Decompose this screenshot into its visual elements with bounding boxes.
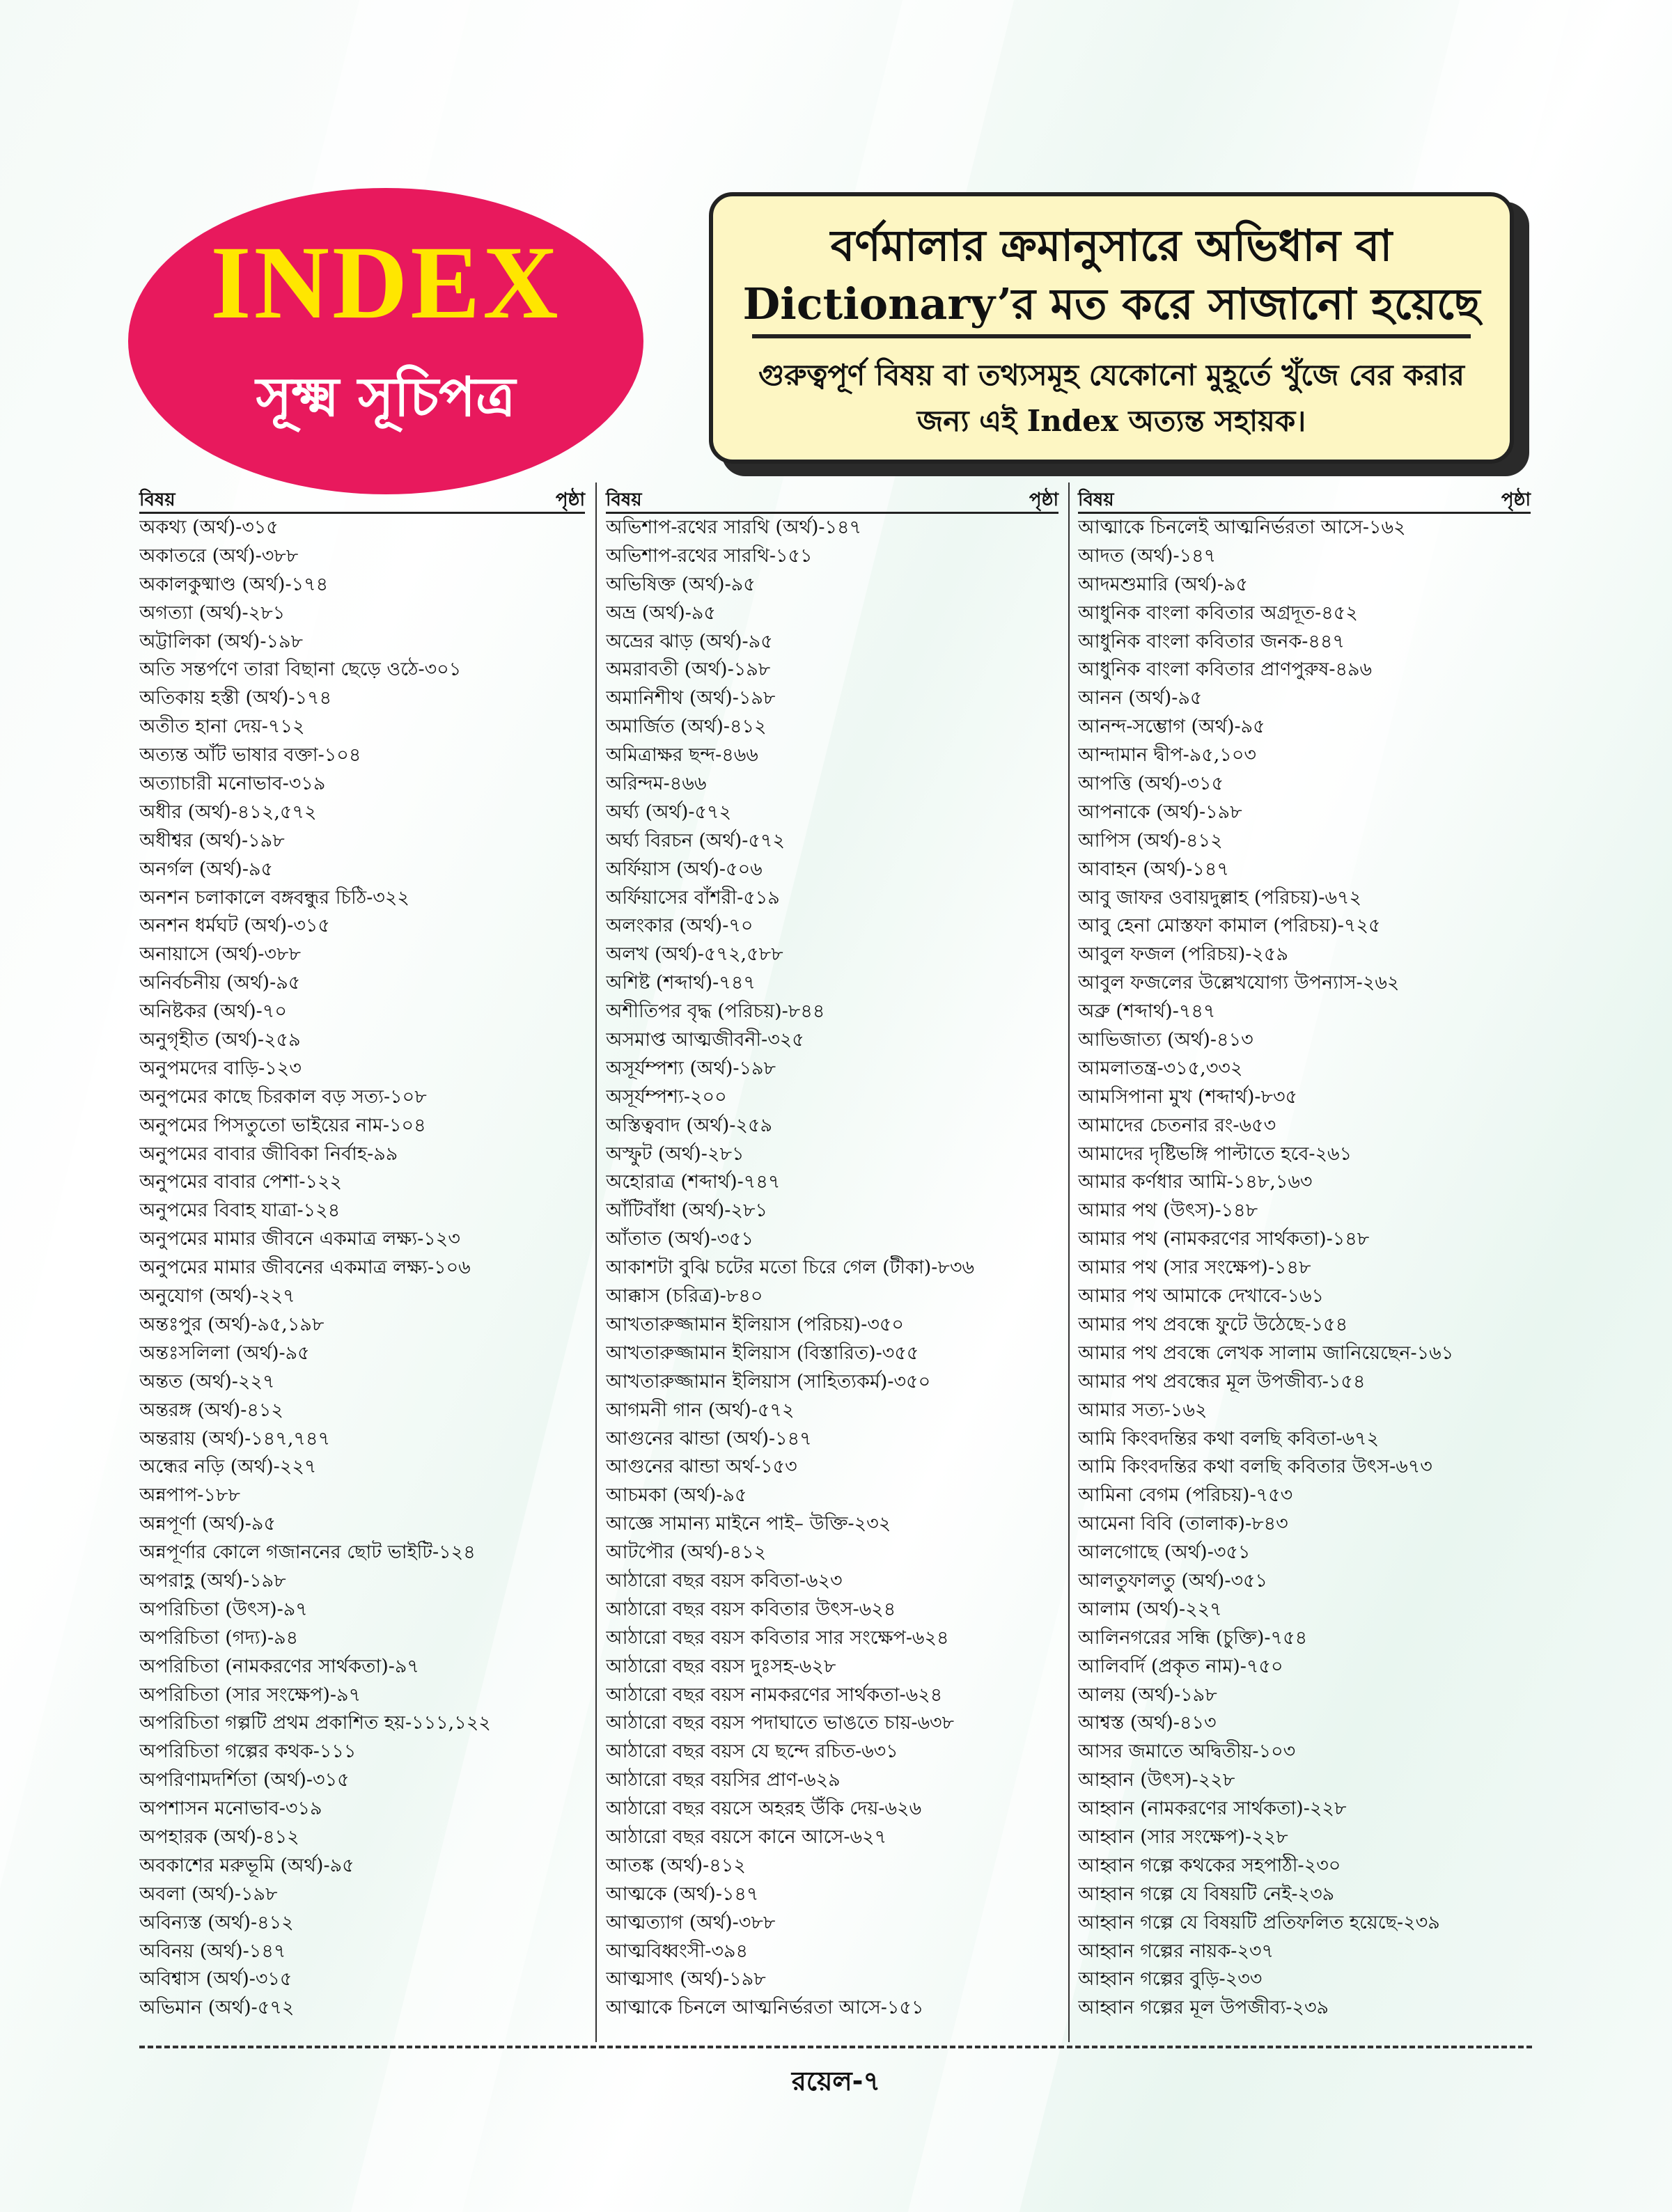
index-entry: অসমাপ্ত আত্মজীবনী-৩২৫ <box>606 1029 804 1051</box>
index-entry: আত্মত্যাগ (অর্থ)-৩৮৮ <box>606 1911 776 1933</box>
index-entry: আদমশুমারি (অর্থ)-৯৫ <box>1078 573 1248 595</box>
index-entry: আমার পথ প্রবন্ধে লেখক সালাম জানিয়েছেন-১৬১ <box>1078 1342 1454 1364</box>
index-entry-list <box>606 514 1058 2023</box>
index-entry: আহ্বান গল্পের নায়ক-২৩৭ <box>1078 1940 1274 1962</box>
page-header: পৃষ্ঠা <box>555 489 585 510</box>
index-entry: আক্কাস (চরিত্র)-৮৪০ <box>606 1285 763 1308</box>
index-entry: অধীশ্বর (অর্থ)-১৯৮ <box>139 829 285 852</box>
index-entry: অত্যাচারী মনোভাব-৩১৯ <box>139 773 326 795</box>
index-entry: অনায়াসে (অর্থ)-৩৮৮ <box>139 943 301 966</box>
info-text-line-2: জন্য এই Index অত্যন্ত সহায়ক। <box>916 404 1306 438</box>
index-entry: আন্দামান দ্বীপ-৯৫,১০৩ <box>1078 744 1256 767</box>
page-header: পৃষ্ঠা <box>1029 489 1058 510</box>
index-entry: আত্মকে (অর্থ)-১৪৭ <box>606 1883 759 1905</box>
index-entry: অতি সন্তর্পণে তারা বিছানা ছেড়ে ওঠে-৩০১ <box>139 659 462 681</box>
index-entry: আলগোছে (অর্থ)-৩৫১ <box>1078 1542 1251 1564</box>
index-entry: আনন (অর্থ)-৯৫ <box>1078 687 1203 709</box>
index-entry: অশিষ্ট (শব্দার্থ)-৭৪৭ <box>606 972 756 994</box>
index-entry: অন্তঃসলিলা (অর্থ)-৯৫ <box>139 1342 310 1364</box>
index-entry: অন্তরায় (অর্থ)-১৪৭,৭৪৭ <box>139 1427 331 1450</box>
index-entry: অমরাবতী (অর্থ)-১৯৮ <box>606 659 771 681</box>
index-entry: আমলাতন্ত্র-৩১৫,৩৩২ <box>1078 1057 1243 1079</box>
index-entry: অপরিণামদর্শিতা (অর্থ)-৩১৫ <box>139 1769 350 1791</box>
index-entry: অনুপমের পিসতুতো ভাইয়ের নাম-১০৪ <box>139 1114 426 1136</box>
index-entry: অন্নপূর্ণা (অর্থ)-৯৫ <box>139 1513 276 1535</box>
index-entry: অনুপমের মামার জীবনে একমাত্র লক্ষ্য-১২৩ <box>139 1228 460 1250</box>
column-header <box>1078 483 1531 514</box>
index-entry: আঠারো বছর বয়সে অহরহ উঁকি দেয়-৬২৬ <box>606 1798 922 1820</box>
info-heading-line-1: বর্ণমালার ক্রমানুসারে অভিধান বা <box>830 220 1393 271</box>
index-entry: অনুপমের কাছে চিরকাল বড় সত্য-১০৮ <box>139 1085 427 1108</box>
index-entry: অন্নপাপ-১৮৮ <box>139 1484 240 1507</box>
index-entry: অতীত হানা দেয়-৭১২ <box>139 716 305 738</box>
index-entry: অনুপমের বাবার পেশা-১২২ <box>139 1171 343 1193</box>
index-subtitle: সূক্ষ্ম সূচিপত্র <box>256 366 516 429</box>
index-entry: আসর জমাতে অদ্বিতীয়-১০৩ <box>1078 1741 1296 1763</box>
index-entry: অসূর্যম্পশ্য (অর্থ)-১৯৮ <box>606 1057 776 1079</box>
index-entry: অলংকার (অর্থ)-৭০ <box>606 915 753 937</box>
index-entry: অন্নপূর্ণার কোলে গজাননের ছোট ভাইটি-১২৪ <box>139 1542 476 1564</box>
index-entry: আধুনিক বাংলা কবিতার জনক-৪৪৭ <box>1078 630 1345 652</box>
index-entry: আঠারো বছর বয়স নামকরণের সার্থকতা-৬২৪ <box>606 1684 943 1706</box>
index-entry: আহ্বান (নামকরণের সার্থকতা)-২২৮ <box>1078 1798 1347 1820</box>
column-header <box>139 483 585 514</box>
index-entry: আঠারো বছর বয়স পদাঘাতে ভাঙতে চায়-৬৩৮ <box>606 1712 955 1734</box>
index-entry: আহ্বান গল্পে যে বিষয়টি নেই-২৩৯ <box>1078 1883 1335 1905</box>
index-entry: আত্মাকে চিনলেই আত্মনির্ভরতা আসে-১৬২ <box>1078 517 1406 538</box>
index-entry: অন্ধের নড়ি (অর্থ)-২২৭ <box>139 1456 317 1478</box>
index-entry: অনশন ধর্মঘট (অর্থ)-৩১৫ <box>139 915 330 937</box>
index-entry: আগমনী গান (অর্থ)-৫৭২ <box>606 1399 795 1421</box>
index-entry: অভিশাপ-রথের সারথি (অর্থ)-১৪৭ <box>606 517 862 538</box>
index-entry: আত্মসাৎ (অর্থ)-১৯৮ <box>606 1968 766 1991</box>
index-entry: আলতুফালতু (অর্থ)-৩৫১ <box>1078 1569 1268 1592</box>
index-entry: অহোরাত্র (শব্দার্থ)-৭৪৭ <box>606 1171 781 1193</box>
index-entry: আমিনা বেগম (পরিচয়)-৭৫৩ <box>1078 1484 1293 1507</box>
subject-header: বিষয় <box>139 489 175 510</box>
index-entry: অবিন্যস্ত (অর্থ)-৪১২ <box>139 1911 294 1933</box>
index-entry: আমার পথ (সার সংক্ষেপ)-১৪৮ <box>1078 1257 1311 1279</box>
index-entry: আলয় (অর্থ)-১৯৮ <box>1078 1684 1217 1706</box>
index-column-1 <box>139 483 585 2023</box>
index-title: INDEX <box>210 225 561 340</box>
index-entry: অশীতিপর বৃদ্ধ (পরিচয়)-৮৪৪ <box>606 1001 825 1023</box>
subject-header: বিষয় <box>1078 489 1114 510</box>
index-entry: অপরিচিতা (নামকরণের সার্থকতা)-৯৭ <box>139 1655 419 1677</box>
index-entry: অগত্যা (অর্থ)-২৮১ <box>139 602 286 624</box>
index-entry: আবাহন (অর্থ)-১৪৭ <box>1078 858 1229 880</box>
index-entry: আখতারুজ্জামান ইলিয়াস (বিস্তারিত)-৩৫৫ <box>606 1342 919 1364</box>
index-entry: অনির্বচনীয় (অর্থ)-৯৫ <box>139 972 301 994</box>
index-entry: অকাতরে (অর্থ)-৩৮৮ <box>139 544 299 567</box>
index-entry: অপরিচিতা গল্পটি প্রথম প্রকাশিত হয়-১১১,১২২ <box>139 1712 491 1734</box>
info-text-line-1: গুরুত্বপূর্ণ বিষয় বা তথ্যসমূহ যেকোনো মুহূর্তে খুঁজে বের করার <box>758 358 1464 392</box>
index-entry: আমাদের দৃষ্টিভঙ্গি পাল্টাতে হবে-২৬১ <box>1078 1143 1352 1165</box>
index-entry: আমার সত্য-১৬২ <box>1078 1399 1208 1421</box>
index-entry: আত্মবিধ্বংসী-৩৯৪ <box>606 1940 749 1962</box>
index-entry: আঠারো বছর বয়স যে ছন্দে রচিত-৬৩১ <box>606 1741 898 1763</box>
index-entry: আমসিপানা মুখ (শব্দার্থ)-৮৩৫ <box>1078 1085 1298 1108</box>
index-entry: আকাশটা বুঝি চটের মতো চিরে গেল (টীকা)-৮৩৬ <box>606 1257 975 1279</box>
index-entry: অপশাসন মনোভাব-৩১৯ <box>139 1798 322 1820</box>
index-entry: অস্ফুট (অর্থ)-২৮১ <box>606 1143 744 1165</box>
column-divider <box>595 483 597 2042</box>
index-entry: অর্ফিয়াসের বাঁশরী-৫১৯ <box>606 886 780 909</box>
column-divider <box>1068 483 1070 2042</box>
index-entry: অনিষ্টকর (অর্থ)-৭০ <box>139 1001 287 1023</box>
index-entry: আঁটিবাঁধা (অর্থ)-২৮১ <box>606 1200 767 1222</box>
index-entry: অনুগৃহীত (অর্থ)-২৫৯ <box>139 1029 301 1051</box>
subject-header: বিষয় <box>606 489 642 510</box>
index-entry: অপরিচিতা (উৎস)-৯৭ <box>139 1598 308 1620</box>
page-footer: রয়েল-৭ <box>791 2066 881 2096</box>
index-entry: অন্তরঙ্গ (অর্থ)-৪১২ <box>139 1399 283 1421</box>
index-entry: অমানিশীথ (অর্থ)-১৯৮ <box>606 687 776 709</box>
index-entry: অনর্গল (অর্থ)-৯৫ <box>139 858 273 880</box>
index-entry: আমার কর্ণধার আমি-১৪৮,১৬৩ <box>1078 1171 1313 1193</box>
index-entry: আবুল ফজলের উল্লেখযোগ্য উপন্যাস-২৬২ <box>1078 972 1400 994</box>
index-entry: অর্ঘ্য বিরচন (অর্থ)-৫৭২ <box>606 829 786 852</box>
index-entry: আমার পথ (উৎস)-১৪৮ <box>1078 1200 1258 1222</box>
index-entry: অভ্রের ঝাড় (অর্থ)-৯৫ <box>606 630 773 652</box>
index-entry: অকথ্য (অর্থ)-৩১৫ <box>139 517 279 538</box>
index-entry: আধুনিক বাংলা কবিতার প্রাণপুরুষ-৪৯৬ <box>1078 659 1373 681</box>
index-entry: আশ্বস্ত (অর্থ)-৪১৩ <box>1078 1712 1217 1734</box>
info-heading-line-2: Dictionary’র মত করে সাজানো হয়েছে <box>742 279 1480 329</box>
index-entry: আমেনা বিবি (তালাক)-৮৪৩ <box>1078 1513 1288 1535</box>
index-entry: অলখ (অর্থ)-৫৭২,৫৮৮ <box>606 943 783 966</box>
index-entry: আহ্বান গল্পে কথকের সহপাঠী-২৩০ <box>1078 1854 1341 1876</box>
index-entry: অর্ঘ্য (অর্থ)-৫৭২ <box>606 801 732 823</box>
index-entry: আলিবর্দি (প্রকৃত নাম)-৭৫০ <box>1078 1655 1283 1677</box>
index-entry: অব্রু (শব্দার্থ)-৭৪৭ <box>1078 1001 1216 1023</box>
index-entry: আঠারো বছর বয়স কবিতার উৎস-৬২৪ <box>606 1598 896 1620</box>
index-entry: অমার্জিত (অর্থ)-৪১২ <box>606 716 767 738</box>
column-header <box>606 483 1058 514</box>
index-entry: আগুনের ঝান্ডা (অর্থ)-১৪৭ <box>606 1427 812 1450</box>
index-entry-list <box>1078 514 1531 2023</box>
index-entry: আমি কিংবদন্তির কথা বলছি কবিতা-৬৭২ <box>1078 1427 1380 1450</box>
index-entry: অনুপমের বাবার জীবিকা নির্বাহ-৯৯ <box>139 1143 398 1165</box>
index-entry: অনুপমের মামার জীবনের একমাত্র লক্ষ্য-১০৬ <box>139 1257 471 1279</box>
index-entry: অবিনয় (অর্থ)-১৪৭ <box>139 1940 286 1962</box>
index-column-3 <box>1078 483 1531 2023</box>
index-entry: আহ্বান (উৎস)-২২৮ <box>1078 1769 1235 1791</box>
bottom-divider <box>139 2046 1532 2048</box>
info-divider <box>752 334 1471 338</box>
index-entry: আবুল ফজল (পরিচয়)-২৫৯ <box>1078 943 1288 966</box>
index-entry: অস্তিত্ববাদ (অর্থ)-২৫৯ <box>606 1114 773 1136</box>
index-entry: অপরাহ্ণ (অর্থ)-১৯৮ <box>139 1569 286 1592</box>
index-entry: আলাম (অর্থ)-২২৭ <box>1078 1598 1222 1620</box>
index-entry: আমার পথ আমাকে দেখাবে-১৬১ <box>1078 1285 1325 1308</box>
index-entry: অধীর (অর্থ)-৪১২,৫৭২ <box>139 801 317 823</box>
index-entry: আবু জাফর ওবায়দুল্লাহ (পরিচয়)-৬৭২ <box>1078 886 1362 909</box>
index-entry: আত্মাকে চিনলে আত্মনির্ভরতা আসে-১৫১ <box>606 1997 924 2019</box>
index-entry: আটপৌর (অর্থ)-৪১২ <box>606 1542 767 1564</box>
index-entry: আবু হেনা মোস্তফা কামাল (পরিচয়)-৭২৫ <box>1078 915 1381 937</box>
index-entry: অনুপমের বিবাহ যাত্রা-১২৪ <box>139 1200 341 1222</box>
index-entry: আহ্বান গল্পে যে বিষয়টি প্রতিফলিত হয়েছে-২৩৯ <box>1078 1911 1440 1933</box>
index-entry: আভিজাত্য (অর্থ)-৪১৩ <box>1078 1029 1253 1051</box>
index-entry: অরিন্দম-৪৬৬ <box>606 773 707 795</box>
index-entry: আদত (অর্থ)-১৪৭ <box>1078 544 1217 567</box>
index-entry: অভ্র (অর্থ)-৯৫ <box>606 602 716 624</box>
index-entry: অন্তত (অর্থ)-২২৭ <box>139 1370 275 1393</box>
index-entry: আঠারো বছর বয়সে কানে আসে-৬২৭ <box>606 1826 887 1848</box>
index-entry: অনুযোগ (অর্থ)-২২৭ <box>139 1285 295 1308</box>
index-entry: আনন্দ-সম্ভোগ (অর্থ)-৯৫ <box>1078 716 1265 738</box>
index-entry: অনশন চলাকালে বঙ্গবন্ধুর চিঠি-৩২২ <box>139 886 409 909</box>
index-entry: অর্ফিয়াস (অর্থ)-৫০৬ <box>606 858 763 880</box>
index-badge <box>128 188 643 494</box>
index-entry: আহ্বান গল্পের মূল উপজীব্য-২৩৯ <box>1078 1997 1329 2019</box>
index-entry: অপরিচিতা গল্পের কথক-১১১ <box>139 1741 357 1763</box>
index-entry: আমি কিংবদন্তির কথা বলছি কবিতার উৎস-৬৭৩ <box>1078 1456 1432 1478</box>
index-entry: আহ্বান (সার সংক্ষেপ)-২২৮ <box>1078 1826 1288 1848</box>
index-entry: অবিশ্বাস (অর্থ)-৩১৫ <box>139 1968 292 1991</box>
index-entry: অনুপমদের বাড়ি-১২৩ <box>139 1057 302 1079</box>
index-entry-list <box>139 514 585 2023</box>
index-entry: অভিমান (অর্থ)-৫৭২ <box>139 1997 295 2019</box>
index-entry: অমিত্রাক্ষর ছন্দ-৪৬৬ <box>606 744 758 767</box>
page-header: পৃষ্ঠা <box>1501 489 1531 510</box>
index-entry: অপহারক (অর্থ)-৪১২ <box>139 1826 299 1848</box>
index-entry: অন্তঃপুর (অর্থ)-৯৫,১৯৮ <box>139 1313 325 1335</box>
index-entry: আধুনিক বাংলা কবিতার অগ্রদূত-৪৫২ <box>1078 602 1358 624</box>
index-entry: আগুনের ঝান্ডা অর্থ-১৫৩ <box>606 1456 797 1478</box>
index-entry: আলিনগরের সন্ধি (চুক্তি)-৭৫৪ <box>1078 1626 1308 1649</box>
index-entry: আতঙ্ক (অর্থ)-৪১২ <box>606 1854 746 1876</box>
index-entry: অকালকুষ্মাণ্ড (অর্থ)-১৭৪ <box>139 573 329 595</box>
info-box <box>709 192 1514 464</box>
index-entry: অভিষিক্ত (অর্থ)-৯৫ <box>606 573 756 595</box>
index-entry: আমার পথ প্রবন্ধে ফুটে উঠেছে-১৫৪ <box>1078 1313 1348 1335</box>
index-entry: অপরিচিতা (গদ্য)-৯৪ <box>139 1626 299 1649</box>
index-entry: আমার পথ প্রবন্ধের মূল উপজীব্য-১৫৪ <box>1078 1370 1366 1393</box>
index-entry: আচমকা (অর্থ)-৯৫ <box>606 1484 747 1507</box>
index-entry: আঠারো বছর বয়স দুঃসহ-৬২৮ <box>606 1655 836 1677</box>
index-entry: অপরিচিতা (সার সংক্ষেপ)-৯৭ <box>139 1684 361 1706</box>
index-entry: আঠারো বছর বয়সির প্রাণ-৬২৯ <box>606 1769 841 1791</box>
index-entry: আপিস (অর্থ)-৪১২ <box>1078 829 1223 852</box>
index-entry: অতিকায় হস্তী (অর্থ)-১৭৪ <box>139 687 332 709</box>
index-entry: আপত্তি (অর্থ)-৩১৫ <box>1078 773 1224 795</box>
index-entry: আমাদের চেতনার রং-৬৫৩ <box>1078 1114 1276 1136</box>
index-entry: আঠারো বছর বয়স কবিতা-৬২৩ <box>606 1569 843 1592</box>
index-entry: আখতারুজ্জামান ইলিয়াস (পরিচয়)-৩৫০ <box>606 1313 904 1335</box>
index-entry: আমার পথ (নামকরণের সার্থকতা)-১৪৮ <box>1078 1228 1370 1250</box>
index-entry: অসূর্যম্পশ্য-২০০ <box>606 1085 727 1108</box>
index-entry: আঠারো বছর বয়স কবিতার সার সংক্ষেপ-৬২৪ <box>606 1626 949 1649</box>
index-entry: অট্টালিকা (অর্থ)-১৯৮ <box>139 630 304 652</box>
index-entry: আখতারুজ্জামান ইলিয়াস (সাহিত্যকর্ম)-৩৫০ <box>606 1370 931 1393</box>
index-entry: আঁতাত (অর্থ)-৩৫১ <box>606 1228 754 1250</box>
index-entry: আজ্ঞে সামান্য মাইনে পাই– উক্তি-২৩২ <box>606 1513 891 1535</box>
index-column-2 <box>606 483 1058 2023</box>
index-entry: আপনাকে (অর্থ)-১৯৮ <box>1078 801 1242 823</box>
index-entry: অবকাশের মরুভূমি (অর্থ)-৯৫ <box>139 1854 354 1876</box>
index-entry: আহ্বান গল্পের বুড়ি-২৩৩ <box>1078 1968 1263 1991</box>
index-entry: অবলা (অর্থ)-১৯৮ <box>139 1883 278 1905</box>
index-entry: অভিশাপ-রথের সারথি-১৫১ <box>606 544 813 567</box>
index-entry: অত্যন্ত আঁট ভাষার বক্তা-১০৪ <box>139 744 361 767</box>
